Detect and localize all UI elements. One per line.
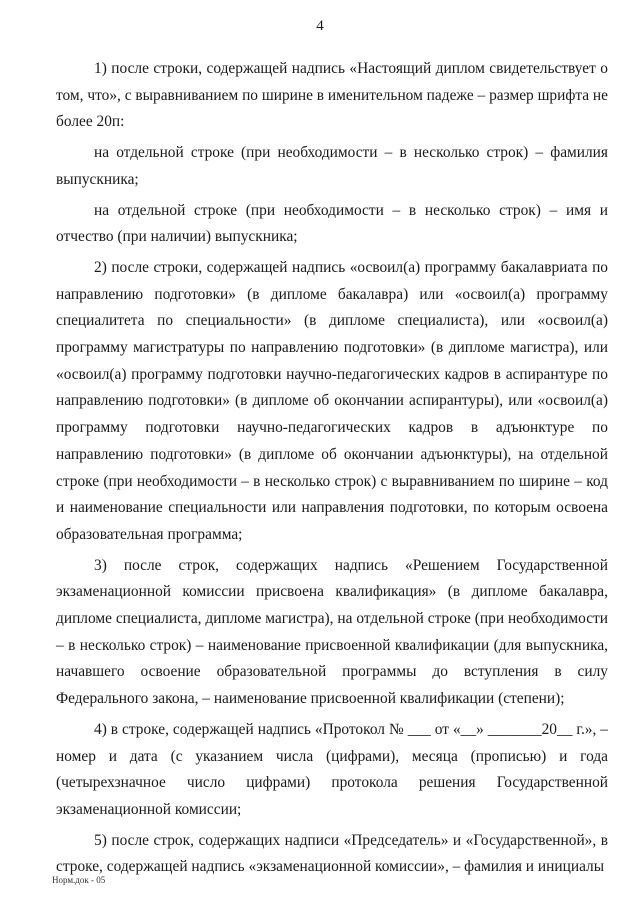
document-body (56, 56, 608, 885)
paragraph-5: 5) после строк, содержащих надписи «Председатель» и «Государственной», в строке, содержащей надпись «экзаменационной комиссии», – фамилия и инициалы (56, 831, 608, 876)
paragraph-1: 1) после строки, содержащей надпись «Настоящий диплом свидетельствует о том, что», с выравниванием по ширине в именительном падеже – размер шрифта не более 20п: (56, 60, 608, 131)
paragraph-3: 3) после строк, содержащих надпись «Решением Государственной экзаменационной комиссии присвоена квалификация» (в дипломе бакалавра, дипломе специалиста, дипломе магистра), на отдельной строке (при необходимости – в несколько строк) – наименование присвоенной квалификации (для выпускника, начавшего освоение образовательной программы до вступления в силу Федерального закона, – наименование присвоенной квалификации (степени); (56, 556, 608, 708)
footer-code: Норм.док - 05 (52, 875, 106, 885)
paragraph-2: 2) после строки, содержащей надпись «освоил(а) программу бакалавриата по направлению подготовки» (в дипломе бакалавра) или «освоил(а) программу специалитета по специальности» (в дипломе специалиста), или «освоил(а) программу магистратуры по направлению подготовки» (в дипломе магистра), или «освоил(а) программу подготовки научно-педагогических кадров в аспирантуре по направлению подготовки» (в дипломе об окончании аспирантуры), или «освоил(а) программу подготовки научно-педагогических кадров в адъюнктуре по направлению подготовки» (в дипломе об окончании адъюнктуры), на отдельной строке (при необходимости – в несколько строк) с выравниванием по ширине – код и наименование специальности или направления подготовки, по которым освоена образовательная программа; (56, 258, 608, 543)
page-number: 4 (316, 18, 324, 34)
paragraph-1-name: на отдельной строке (при необходимости – в несколько строк) – имя и отчество (при наличии) выпускника; (56, 201, 608, 246)
paragraph-4: 4) в строке, содержащей надпись «Протокол № ___ от «__» _______20__ г.», – номер и дата (с указанием числа (цифрами), месяца (прописью) и года (четырехзначное число цифрами) протокола решения Государственной экзаменационной комиссии; (56, 720, 608, 818)
paragraph-1-surname: на отдельной строке (при необходимости – в несколько строк) – фамилия выпускника; (56, 144, 608, 188)
